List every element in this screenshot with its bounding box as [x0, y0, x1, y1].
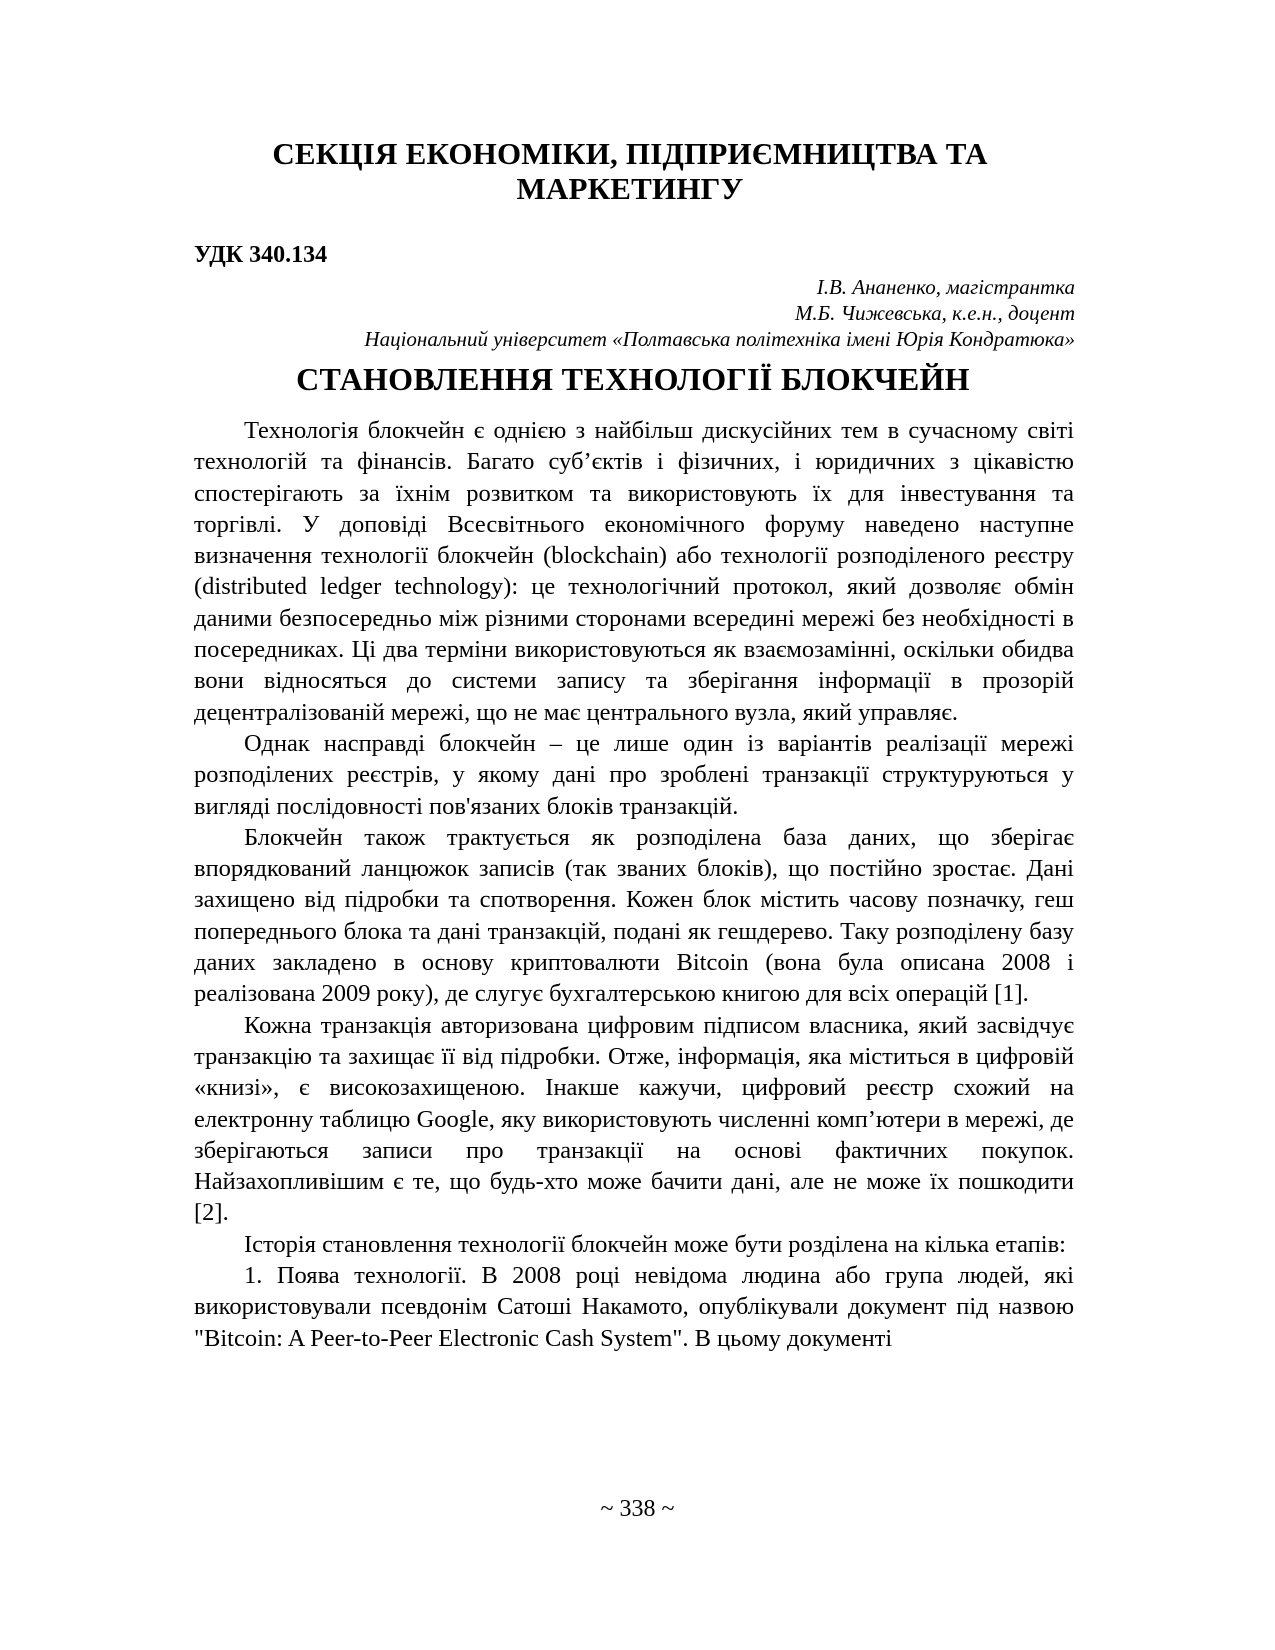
article-body [194, 415, 1074, 1354]
paragraph-2: Однак насправді блокчейн – це лише один із варіантів реалізації мережі розподілених реєстрів, у якому дані про зроблені транзакції структуруються у вигляді послідовності пов'язаних блоків транзакцій. [194, 729, 1074, 820]
section-title-line-1: СЕКЦІЯ ЕКОНОМІКИ, ПІДПРИЄМНИЦТВА ТА [272, 136, 988, 171]
affiliation: Національний університет «Полтавська політехніка імені Юрія Кондратюка» [364, 327, 1075, 351]
paragraph-5: Історія становлення технології блокчейн може бути розділена на кілька етапів: [244, 1230, 1066, 1258]
authors-block [175, 274, 1075, 352]
author-2: М.Б. Чижевська, к.е.н., доцент [794, 301, 1075, 325]
article-title: СТАНОВЛЕННЯ ТЕХНОЛОГІЇ БЛОКЧЕЙН [296, 361, 970, 397]
author-1: І.В. Ананенко, магістрантка [816, 275, 1075, 299]
section-title-line-2: МАРКЕТИНГУ [516, 171, 744, 206]
paragraph-1: Технологія блокчейн є однією з найбільш дискусійних тем в сучасному світі технологій та фінансів. Багато суб’єктів і фізичних, і юридичних з цікавістю спостерігають за їхнім розвитком та використовують їх для інвестування та торгівлі. У доповіді Всесвітнього економічного форуму наведено наступне визначення технології блокчейн (blockchain) або технології розподіленого реєстру (distributed ledger technology): це технологічний протокол, який дозволяє обмін даними безпосередньо між різними сторонами всередині мережі без необхідності в посередниках. Ці два терміни використовуються як взаємозамінні, оскільки обидва вони відносяться до системи запису та зберігання інформації в прозорій децентралізованій мережі, що не має центрального вузла, який управляє. [194, 417, 1074, 726]
paragraph-3: Блокчейн також трактується як розподілена база даних, що зберігає впорядкований ланцюжок записів (так званих блоків), що постійно зростає. Дані захищено від підробки та спотворення. Кожен блок містить часову позначку, геш попереднього блока та дані транзакцій, подані як гешдерево. Таку розподілену базу даних закладено в основу криптовалюти Bitcoin (вона була описана 2008 і реалізована 2009 року), де слугує бухгалтерською книгою для всіх операцій [1]. [194, 823, 1074, 1008]
udk-code: УДК 340.134 [194, 242, 328, 268]
page-number: ~ 338 ~ [600, 1496, 675, 1522]
section-title [190, 136, 1070, 206]
paragraph-4: Кожна транзакція авторизована цифровим підписом власника, який засвідчує транзакцію та захищає її від підробки. Отже, інформація, яка міститься в цифровій «книзі», є високозахищеною. Інакше кажучи, цифровий реєстр схожий на електронну таблицю Google, яку використовують численні комп’ютери в мережі, де зберігаються записи про транзакції на основі фактичних покупок. Найзахопливішим є те, що будь-хто може бачити дані, але не може їх пошкодити [2]. [194, 1011, 1074, 1227]
paragraph-6: 1. Поява технології. В 2008 році невідома людина або група людей, які використовували псевдонім Сатоші Накамото, опублікували документ під назвою "Bitcoin: A Peer-to-Peer Electronic Cash System". В цьому документі [194, 1262, 1074, 1352]
